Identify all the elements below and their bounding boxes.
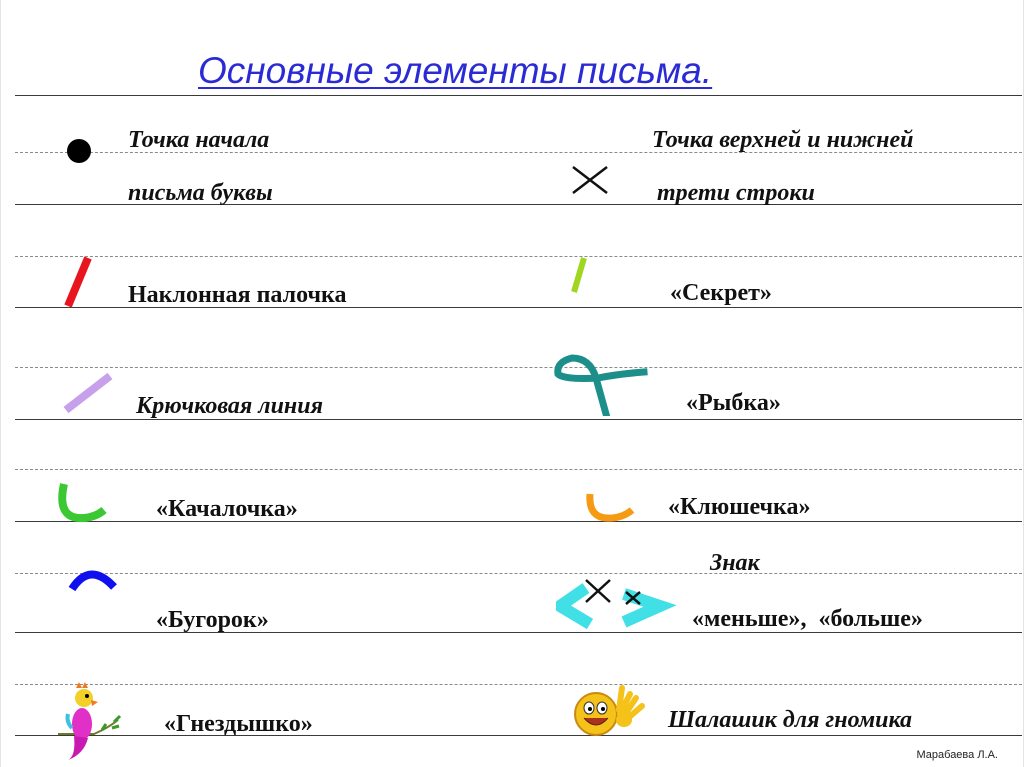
lime-secret-icon bbox=[564, 254, 594, 301]
black-dot-icon bbox=[66, 138, 92, 169]
label-nest: «Гнездышко» bbox=[164, 711, 313, 737]
label-slanted-stick: Наклонная палочка bbox=[128, 282, 347, 308]
author-credit: Марабаева Л.А. bbox=[916, 749, 998, 761]
label-start-point-line1: Точка начала bbox=[128, 127, 270, 153]
label-third-point-line1: Точка верхней и нижней bbox=[652, 127, 914, 153]
slide-title: Основные элементы письма. bbox=[198, 50, 713, 91]
slide-border-left bbox=[0, 0, 1, 767]
ruled-line-dashed bbox=[15, 367, 1022, 368]
waving-smiley-icon bbox=[572, 684, 648, 745]
ruled-line-dashed bbox=[15, 573, 1022, 574]
ruled-line-dashed bbox=[15, 684, 1022, 685]
label-bump: «Бугорок» bbox=[156, 607, 269, 633]
less-greater-signs-icon bbox=[556, 576, 676, 637]
label-fish: «Рыбка» bbox=[686, 390, 781, 416]
green-cradle-icon bbox=[52, 478, 112, 531]
label-hook-line: Крючковая линия bbox=[136, 393, 323, 419]
label-sign-line2 bbox=[692, 606, 923, 633]
lilac-hook-line-icon bbox=[60, 370, 116, 421]
parrot-icon bbox=[54, 682, 124, 767]
label-greater: «больше» bbox=[818, 606, 923, 632]
label-third-point-line2: трети строки bbox=[657, 180, 815, 206]
label-separator: , bbox=[800, 606, 807, 632]
ruled-line bbox=[15, 95, 1022, 96]
label-secret: «Секрет» bbox=[670, 280, 772, 306]
ruled-line-dashed bbox=[15, 256, 1022, 257]
blue-bump-icon bbox=[66, 565, 120, 604]
label-cradle: «Качалочка» bbox=[156, 496, 298, 522]
label-start-point-line2: письма буквы bbox=[128, 180, 273, 206]
orange-hook-icon bbox=[582, 488, 638, 531]
cross-icon bbox=[570, 164, 610, 201]
ruled-line-dashed bbox=[15, 469, 1022, 470]
label-little-hook: «Клюшечка» bbox=[668, 494, 811, 520]
label-gnome-hut: Шалашик для гномика bbox=[668, 707, 913, 733]
teal-fish-loop-icon bbox=[548, 348, 652, 421]
label-sign-line1: Знак bbox=[710, 550, 760, 576]
label-less: «меньше» bbox=[692, 606, 801, 632]
red-slanted-stick-icon bbox=[58, 252, 98, 317]
